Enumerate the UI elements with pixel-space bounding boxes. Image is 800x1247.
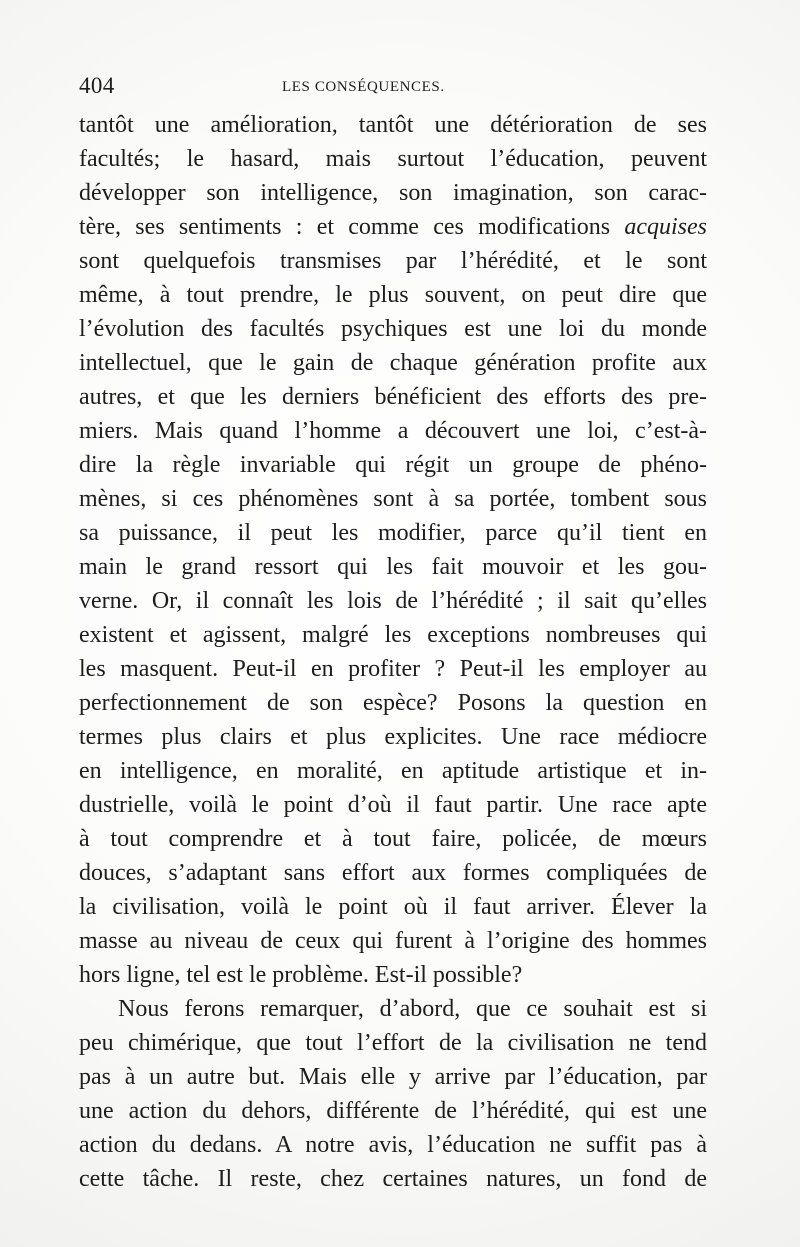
text-line: même, à tout prendre, le plus souvent, on peut dire que bbox=[79, 282, 707, 308]
text-line: développer son intelligence, son imagination, son carac- bbox=[79, 180, 707, 206]
text-line: perfectionnement de son espèce? Posons la question en bbox=[79, 690, 707, 716]
text-line: une action du dehors, différente de l’hérédité, qui est une bbox=[79, 1098, 707, 1124]
text-line: douces, s’adaptant sans effort aux formes compliquées de bbox=[79, 860, 707, 886]
text-line: l’évolution des facultés psychiques est une loi du monde bbox=[79, 316, 707, 342]
text-line: facultés; le hasard, mais surtout l’éducation, peuvent bbox=[79, 146, 707, 172]
paragraph-last-line: hors ligne, tel est le problème. Est-il possible? bbox=[79, 962, 523, 988]
text-line: verne. Or, il connaît les lois de l’hérédité ; il sait qu’elles bbox=[79, 588, 707, 614]
text-line: miers. Mais quand l’homme a découvert une loi, c’est-à- bbox=[79, 418, 707, 444]
text-line: autres, et que les derniers bénéficient des efforts des pre- bbox=[79, 384, 707, 410]
text-line: à tout comprendre et à tout faire, policée, de mœurs bbox=[79, 826, 707, 852]
text-line: sa puissance, il peut les modifier, parce qu’il tient en bbox=[79, 520, 707, 546]
text-line: mènes, si ces phénomènes sont à sa portée, tombent sous bbox=[79, 486, 707, 512]
page-number: 404 bbox=[79, 73, 115, 98]
text-line: sont quelquefois transmises par l’hérédité, et le sont bbox=[79, 248, 707, 274]
text-line: les masquent. Peut-il en profiter ? Peut-il les employer au bbox=[79, 656, 707, 682]
text-line: masse au niveau de ceux qui furent à l’origine des hommes bbox=[79, 928, 707, 954]
text-line: cette tâche. Il reste, chez certaines natures, un fond de bbox=[79, 1166, 707, 1192]
text-line: la civilisation, voilà le point où il faut arriver. Élever la bbox=[79, 894, 707, 920]
text-line: tantôt une amélioration, tantôt une détérioration de ses bbox=[79, 112, 707, 138]
text-line: termes plus clairs et plus explicites. Une race médiocre bbox=[79, 724, 707, 750]
paragraph-first-line: Nous ferons remarquer, d’abord, que ce souhait est si bbox=[118, 996, 707, 1022]
text-line: intellectuel, que le gain de chaque génération profite aux bbox=[79, 350, 707, 376]
running-head: LES CONSÉQUENCES. bbox=[282, 79, 445, 95]
text-line: action du dedans. A notre avis, l’éducation ne suffit pas à bbox=[79, 1132, 707, 1158]
text-line: existent et agissent, malgré les exceptions nombreuses qui bbox=[79, 622, 707, 648]
text-line: en intelligence, en moralité, en aptitude artistique et in- bbox=[79, 758, 707, 784]
body-text bbox=[79, 108, 707, 1203]
text-line: main le grand ressort qui les fait mouvoir et les gou- bbox=[79, 554, 707, 580]
text-line: dire la règle invariable qui régit un groupe de phéno- bbox=[79, 452, 707, 478]
text-line: peu chimérique, que tout l’effort de la civilisation ne tend bbox=[79, 1030, 707, 1056]
text-line: pas à un autre but. Mais elle y arrive par l’éducation, par bbox=[79, 1064, 707, 1090]
text-line: dustrielle, voilà le point d’où il faut partir. Une race apte bbox=[79, 792, 707, 818]
text-line: tère, ses sentiments : et comme ces modifications acquises bbox=[79, 214, 707, 240]
